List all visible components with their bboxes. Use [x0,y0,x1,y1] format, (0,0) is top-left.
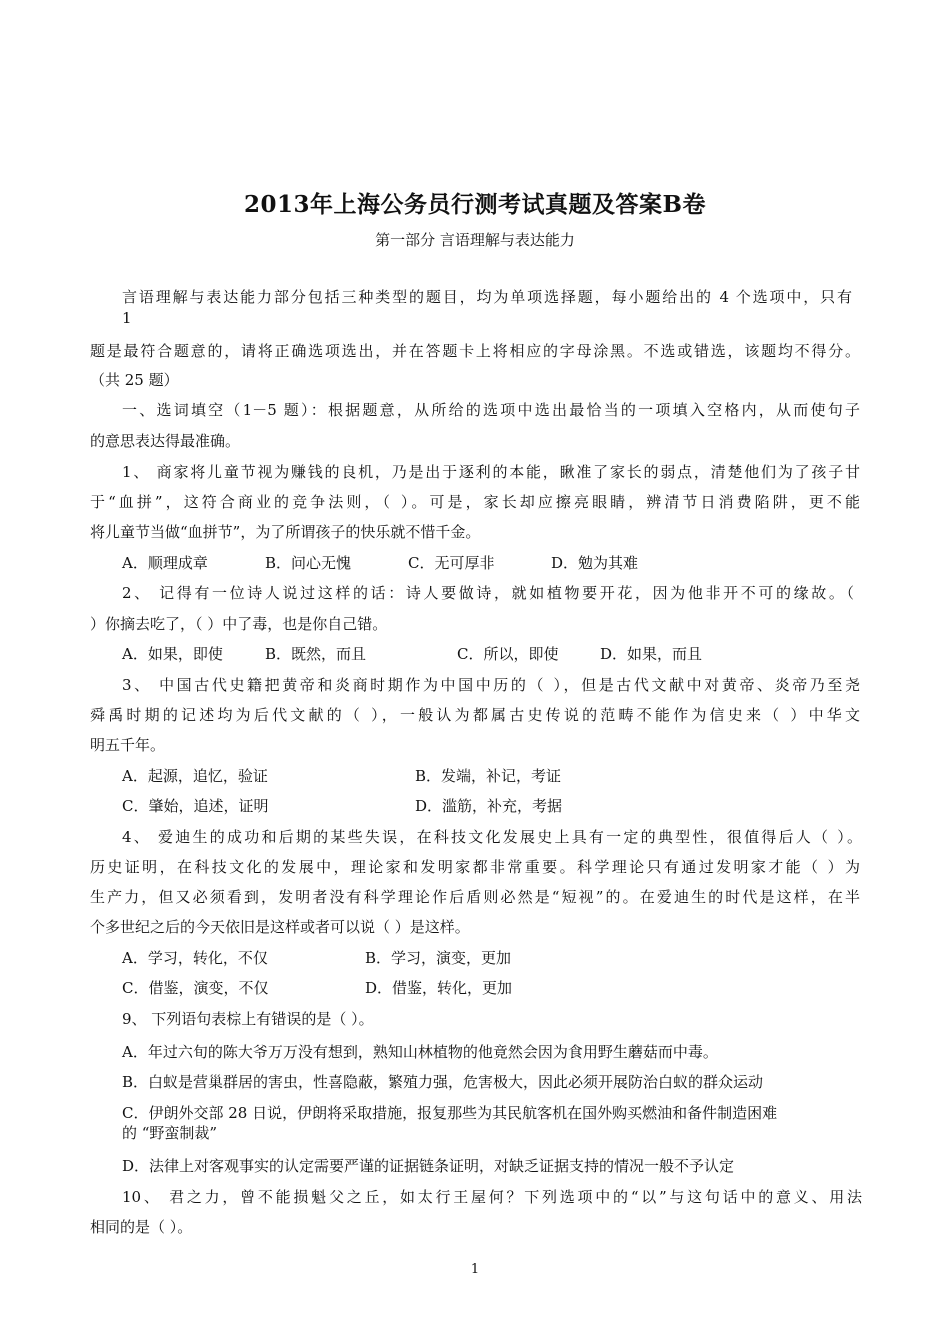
question-3-line: 舜禹时期的记述均为后代文献的（ ），一般认为都属古史传说的范畴不能作为信史来（ ）中华文 [90,706,860,724]
q3-option-c: C．肇始，追述，证明 [122,797,269,815]
q1-option-b: B．问心无愧 [265,554,352,572]
question-4-line: 历史证明，在科技文化的发展中，理论家和发明家都非常重要。科学理论只有通过发明家才能（ ）为 [90,858,860,876]
q1-option-c: C．无可厚非 [408,554,495,572]
q2-option-a: A．如果，即使 [122,645,223,663]
intro-line: 1 [122,309,132,327]
q4-option-d: D．借鉴，转化，更加 [365,979,513,997]
q9-option-a: A．年过六旬的陈大爷万万没有想到，熟知山林植物的他竟然会因为食用野生蘑菇而中毒。 [122,1043,718,1061]
question-10-line: 相同的是（ ）。 [90,1218,193,1236]
q4-option-a: A．学习，转化，不仅 [122,949,268,967]
section-instruction: 一、选词填空（1－5 题）：根据题意，从所给的选项中选出最恰当的一项填入空格内，从而使句子 [122,401,860,419]
question-9-stem: 9、 下列语句表棕上有错误的是（ ）。 [122,1010,374,1028]
question-1-line: 于“血拼”，这符合商业的竞争法则，（ ）。可是，家长却应擦亮眼睛，辨清节日消费陷阱，更不能 [90,493,860,511]
page-number: 1 [470,1262,480,1277]
section-subtitle: 第一部分 言语理解与表达能力 [375,231,575,249]
q9-option-b: B．白蚁是营巢群居的害虫，性喜隐蔽，繁殖力强，危害极大，因此必须开展防治白蚁的群众运动 [122,1073,764,1091]
intro-line: 言语理解与表达能力部分包括三种类型的题目，均为单项选择题，每小题给出的 4 个选项中，只有 [122,288,852,306]
q4-option-b: B．学习，演变，更加 [365,949,512,967]
q4-option-c: C．借鉴，演变，不仅 [122,979,269,997]
q3-option-b: B．发端，补记，考证 [415,767,562,785]
section-instruction: 的意思表达得最准确。 [90,432,241,450]
question-4-line: 4、 爱迪生的成功和后期的某些失误，在科技文化发展史上具有一定的典型性，很值得后人（ ）。 [122,828,862,846]
question-3-line: 3、 中国古代史籍把黄帝和炎商时期作为中国中历的（ ），但是古代文献中对黄帝、炎帝乃至尧 [122,676,860,694]
intro-line: 题是最符合题意的，请将正确选项选出，并在答题卡上将相应的字母涂黑。不选或错选，该题均不得分。 [90,342,860,360]
question-1-line: 将儿童节当做“血拼节”，为了所谓孩子的快乐就不惜千金。 [90,523,481,541]
question-3-line: 明五千年。 [90,736,166,754]
q9-option-c: C．伊朗外交部 28 日说，伊朗将采取措施，报复那些为其民航客机在国外购买燃油和备件制造困难 [122,1104,778,1122]
question-2-line: ）你摘去吃了，（ ）中了毒，也是你自己错。 [90,615,388,633]
q2-option-c: C．所以，即使 [457,645,559,663]
question-2-line: 2、 记得有一位诗人说过这样的话：诗人要做诗，就如植物要开花，因为他非开不可的缘故。（ [122,584,854,602]
q2-option-d: D．如果，而且 [600,645,703,663]
question-10-line: 10、 君之力，曾不能损魁父之丘，如太行王屋何？下列选项中的“以”与这句话中的意义、用法 [122,1188,862,1206]
document-title: 2013年上海公务员行测考试真题及答案B卷 [244,191,706,218]
intro-line: （共 25 题） [90,371,179,389]
question-4-line: 生产力，但又必须看到，发明者没有科学理论作后盾则必然是“短视”的。在爱迪生的时代是这样，在半 [90,888,860,906]
q2-option-b: B．既然，而且 [265,645,367,663]
q1-option-a: A．顺理成章 [122,554,208,572]
q9-option-c-cont: 的 “野蛮制裁” [122,1124,218,1142]
q1-option-d: D．勉为其难 [551,554,639,572]
question-4-line: 个多世纪之后的今天依旧是这样或者可以说（ ）是这样。 [90,918,470,936]
q9-option-d: D．法律上对客观事实的认定需要严谨的证据链条证明，对缺乏证据支持的情况一般不予认定 [122,1157,735,1175]
q3-option-d: D．滥筋，补充，考据 [415,797,563,815]
q3-option-a: A．起源，追忆，验证 [122,767,268,785]
question-1-line: 1、 商家将儿童节视为赚钱的良机，乃是出于逐利的本能，瞅准了家长的弱点，清楚他们为了孩子甘 [122,463,860,481]
